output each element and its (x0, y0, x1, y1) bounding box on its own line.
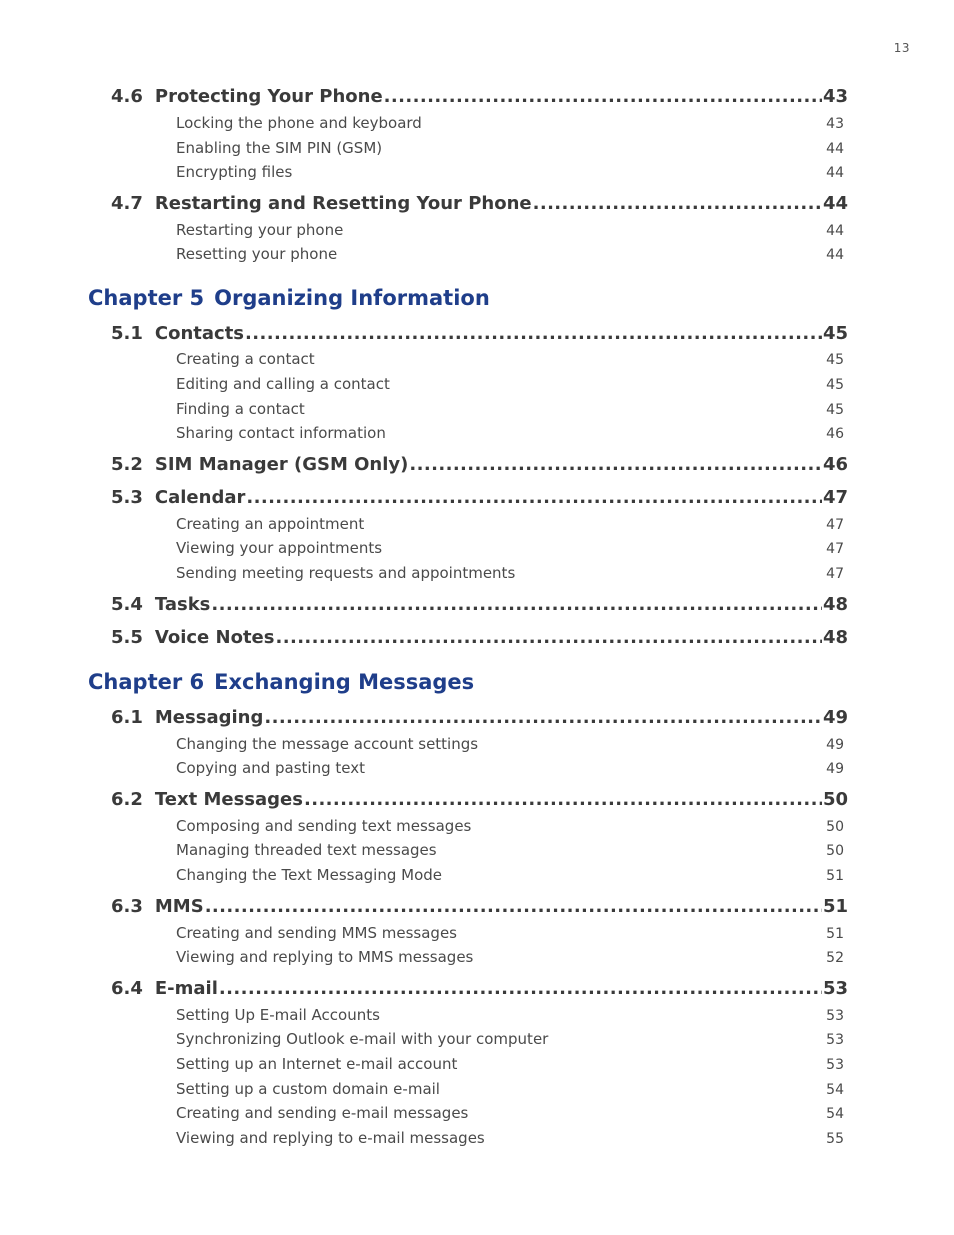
section-title: Restarting and Resetting Your Phone (154, 193, 532, 214)
dot-leader (443, 871, 825, 880)
section-number: 5.4 (111, 594, 143, 615)
section-number: 6.1 (111, 707, 143, 728)
toc-section-6-1[interactable] (111, 705, 848, 731)
dot-leader (304, 787, 822, 805)
chapter-heading[interactable] (88, 667, 848, 697)
entry-title: Viewing your appointments (176, 539, 383, 557)
toc-section-4-7[interactable] (111, 191, 848, 217)
dot-leader (338, 250, 825, 259)
chapter-heading[interactable] (88, 283, 848, 313)
entry-page: 47 (826, 566, 844, 582)
section-number: 5.2 (111, 454, 143, 475)
entry-title: Changing the Text Messaging Mode (176, 866, 443, 884)
entry-title: Editing and calling a contact (176, 375, 390, 393)
dot-leader (383, 144, 825, 153)
entry-page: 51 (826, 868, 844, 884)
dot-leader (246, 485, 822, 503)
dot-leader (549, 1035, 825, 1044)
toc-entry[interactable] (176, 1053, 844, 1075)
entry-title: Copying and pasting text (176, 759, 365, 777)
entry-page: 50 (826, 843, 844, 859)
toc-entry[interactable] (176, 757, 844, 779)
toc-section-4-6[interactable] (111, 84, 848, 110)
section-number: 5.3 (111, 487, 143, 508)
dot-leader (387, 429, 825, 438)
entry-title: Resetting your phone (176, 245, 338, 263)
entry-page: 47 (826, 517, 844, 533)
entry-page: 45 (826, 352, 844, 368)
entry-title: Finding a contact (176, 400, 305, 418)
toc-entry[interactable] (176, 946, 844, 968)
entry-title: Restarting your phone (176, 221, 344, 239)
dot-leader (409, 452, 822, 470)
dot-leader (381, 1011, 825, 1020)
entry-page: 53 (826, 1057, 844, 1073)
entry-page: 49 (826, 761, 844, 777)
section-number: 4.7 (111, 193, 143, 214)
dot-leader (365, 520, 825, 529)
entry-title: Enabling the SIM PIN (GSM) (176, 139, 383, 157)
entry-page: 51 (826, 926, 844, 942)
dot-leader (316, 355, 826, 364)
toc-entry[interactable] (176, 1078, 844, 1100)
section-title: Text Messages (154, 789, 303, 810)
toc-entry[interactable] (176, 422, 844, 444)
section-number: 4.6 (111, 86, 143, 107)
dot-leader (205, 894, 822, 912)
dot-leader (344, 226, 825, 235)
entry-page: 47 (826, 541, 844, 557)
section-title: Protecting Your Phone (154, 86, 383, 107)
dot-leader (306, 405, 825, 414)
entry-page: 44 (826, 247, 844, 263)
dot-leader (469, 1109, 825, 1118)
section-page: 53 (822, 978, 848, 999)
section-page: 50 (822, 789, 848, 810)
toc-entry[interactable] (176, 243, 844, 265)
entry-title: Creating an appointment (176, 515, 365, 533)
entry-page: 44 (826, 165, 844, 181)
entry-page: 54 (826, 1106, 844, 1122)
toc-section-5-1[interactable] (111, 321, 848, 347)
section-page: 45 (822, 323, 848, 344)
section-page: 46 (822, 454, 848, 475)
toc-entry[interactable] (176, 373, 844, 395)
entry-title: Locking the phone and keyboard (176, 114, 422, 132)
section-page: 48 (822, 594, 848, 615)
toc-entry[interactable] (176, 398, 844, 420)
toc-entry[interactable] (176, 922, 844, 944)
dot-leader (472, 822, 825, 831)
entry-page: 49 (826, 737, 844, 753)
toc-entry[interactable] (176, 513, 844, 535)
section-number: 6.4 (111, 978, 143, 999)
section-page: 47 (822, 487, 848, 508)
dot-leader (479, 740, 825, 749)
entry-title: Sending meeting requests and appointments (176, 564, 516, 582)
section-title: Contacts (154, 323, 245, 344)
entry-page: 54 (826, 1082, 844, 1098)
entry-title: Changing the message account settings (176, 735, 479, 753)
page-number: 13 (893, 41, 910, 55)
entry-page: 50 (826, 819, 844, 835)
section-title: MMS (154, 896, 204, 917)
toc-section-5-2[interactable] (111, 452, 848, 478)
toc-entry[interactable] (176, 562, 844, 584)
entry-title: Synchronizing Outlook e-mail with your computer (176, 1030, 549, 1048)
section-title: SIM Manager (GSM Only) (154, 454, 409, 475)
toc-entry[interactable] (176, 219, 844, 241)
entry-page: 44 (826, 141, 844, 157)
toc-entry[interactable] (176, 864, 844, 886)
dot-leader (366, 764, 825, 773)
toc-entry[interactable] (176, 733, 844, 755)
entry-page: 45 (826, 377, 844, 393)
entry-title: Creating a contact (176, 350, 315, 368)
section-title: Tasks (154, 594, 211, 615)
entry-title: Setting Up E-mail Accounts (176, 1006, 380, 1024)
entry-title: Creating and sending e-mail messages (176, 1104, 469, 1122)
entry-page: 53 (826, 1032, 844, 1048)
dot-leader (264, 705, 822, 723)
dot-leader (384, 84, 822, 102)
entry-title: Viewing and replying to e-mail messages (176, 1129, 485, 1147)
section-number: 6.2 (111, 789, 143, 810)
entry-title: Managing threaded text messages (176, 841, 437, 859)
toc-section-6-4[interactable] (111, 976, 848, 1002)
toc-entry[interactable] (176, 1028, 844, 1050)
dot-leader (391, 380, 825, 389)
entry-title: Setting up an Internet e-mail account (176, 1055, 458, 1073)
dot-leader (423, 119, 825, 128)
entry-page: 45 (826, 402, 844, 418)
dot-leader (486, 1134, 825, 1143)
toc-section-6-3[interactable] (111, 894, 848, 920)
section-page: 48 (822, 627, 848, 648)
toc-entry[interactable] (176, 537, 844, 559)
toc-entry[interactable] (176, 112, 844, 134)
dot-leader (438, 846, 826, 855)
entry-page: 44 (826, 223, 844, 239)
chapter-title: Organizing Information (214, 286, 490, 310)
section-page: 49 (822, 707, 848, 728)
toc-entry[interactable] (176, 1127, 844, 1149)
toc-section-5-3[interactable] (111, 485, 848, 511)
dot-leader (211, 592, 822, 610)
section-page: 44 (822, 193, 848, 214)
entry-title: Creating and sending MMS messages (176, 924, 458, 942)
section-title: E-mail (154, 978, 218, 999)
toc-entry[interactable] (176, 137, 844, 159)
entry-title: Encrypting files (176, 163, 293, 181)
toc-section-5-4[interactable] (111, 592, 848, 618)
section-title: Calendar (154, 487, 246, 508)
dot-leader (458, 1060, 825, 1069)
section-page: 51 (822, 896, 848, 917)
dot-leader (533, 191, 822, 209)
dot-leader (275, 625, 821, 643)
chapter-number: Chapter 6 (88, 670, 205, 694)
chapter-title: Exchanging Messages (214, 670, 475, 694)
section-number: 5.1 (111, 323, 143, 344)
section-title: Voice Notes (154, 627, 275, 648)
dot-leader (383, 544, 825, 553)
dot-leader (293, 168, 825, 177)
entry-title: Viewing and replying to MMS messages (176, 948, 474, 966)
entry-title: Composing and sending text messages (176, 817, 472, 835)
entry-title: Setting up a custom domain e-mail (176, 1080, 440, 1098)
entry-page: 43 (826, 116, 844, 132)
dot-leader (219, 976, 822, 994)
toc-section-5-5[interactable] (111, 625, 848, 651)
toc-entry[interactable] (176, 839, 844, 861)
entry-page: 55 (826, 1131, 844, 1147)
entry-page: 53 (826, 1008, 844, 1024)
toc-entry[interactable] (176, 161, 844, 183)
toc-entry[interactable] (176, 815, 844, 837)
section-title: Messaging (154, 707, 264, 728)
entry-title: Sharing contact information (176, 424, 386, 442)
dot-leader (458, 929, 825, 938)
dot-leader (474, 953, 825, 962)
dot-leader (441, 1085, 825, 1094)
entry-page: 46 (826, 426, 844, 442)
dot-leader (516, 569, 825, 578)
dot-leader (245, 321, 822, 339)
toc-entry[interactable] (176, 348, 844, 370)
toc-entry[interactable] (176, 1004, 844, 1026)
section-page: 43 (822, 86, 848, 107)
toc-entry[interactable] (176, 1102, 844, 1124)
toc-section-6-2[interactable] (111, 787, 848, 813)
entry-page: 52 (826, 950, 844, 966)
section-number: 5.5 (111, 627, 143, 648)
section-number: 6.3 (111, 896, 143, 917)
chapter-number: Chapter 5 (88, 286, 205, 310)
